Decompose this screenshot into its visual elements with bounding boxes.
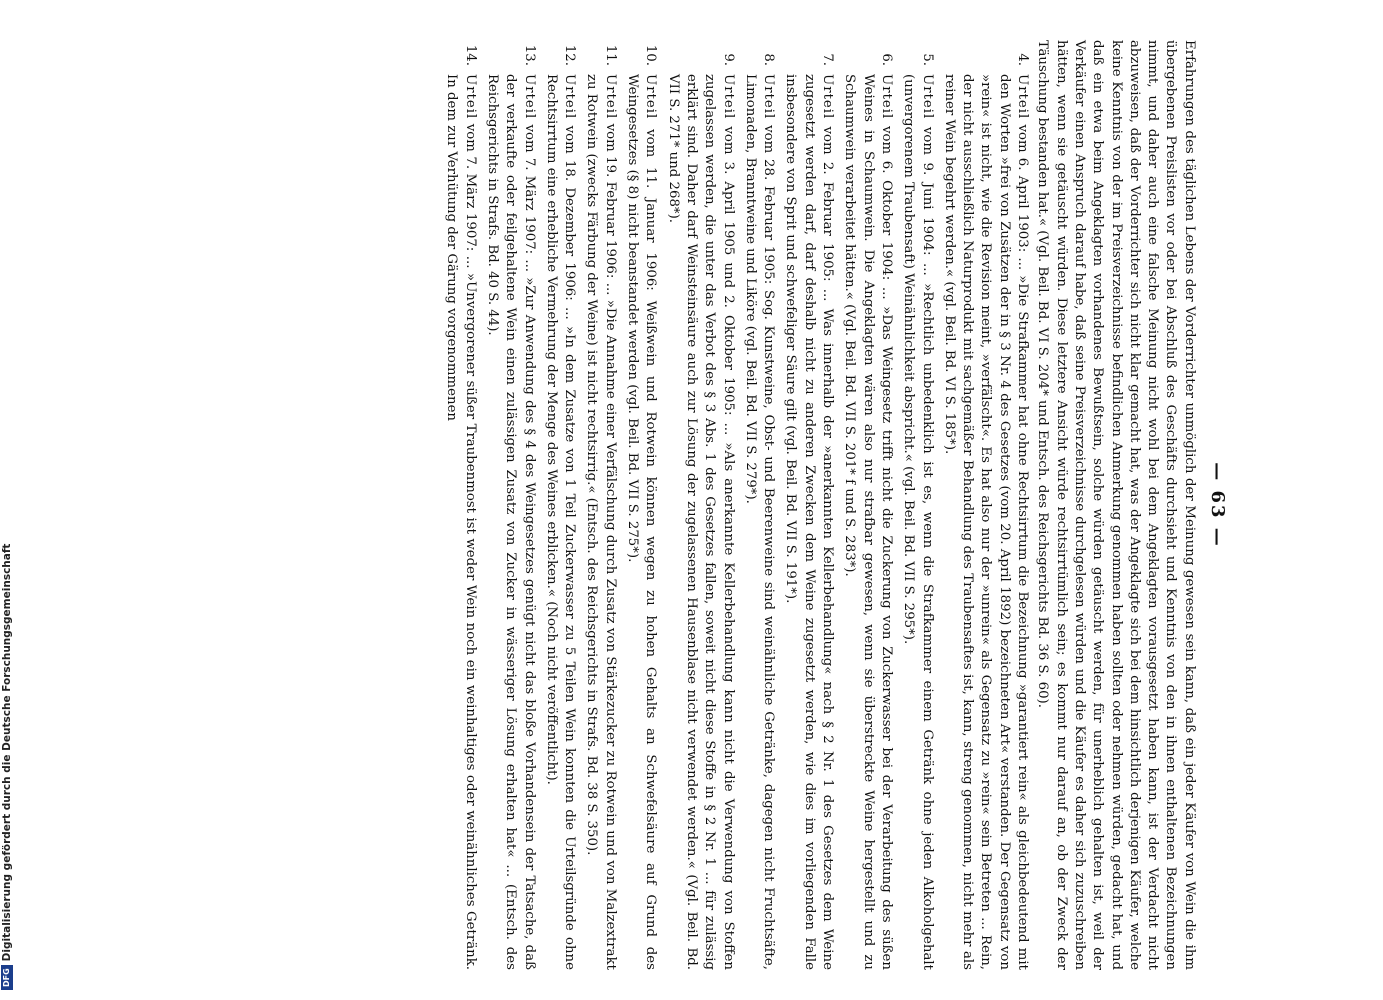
ruling-body — [623, 74, 660, 970]
ruling-body — [781, 74, 836, 970]
footer-line — [0, 0, 14, 1000]
ruling-text: vom 19. Februar 1906: ... »Die Annahme einer Verfälschung durch Zusatz von Stärkezucker zu Rotwein und von Malzextrakt zu Rotwein (zwecks Färbung der Weine) ist nicht rechtsirrig.« (Entsch. des Reichsgerichts in Strafs. Bd. 38 S. 350). — [584, 74, 618, 970]
ruling-number: 13. — [521, 44, 537, 66]
ruling-text: vom 18. Dezember 1906: ... »In dem Zusatze von 1 Teil Zuckerwasser zu 5 Teilen Wein konnten die Urteilsgründe ohne Rechtsirrtum eine erhebliche Vermehrung der Menge des Weines erblicken.« (Noch nicht veröffentlicht). — [543, 74, 578, 970]
ruling-body — [582, 74, 619, 970]
ruling-heading: Urteil — [643, 74, 659, 120]
ruling-entry — [442, 40, 479, 970]
ruling-entry — [899, 40, 936, 970]
ruling-number: 12. — [562, 44, 578, 66]
ruling-entry — [663, 40, 736, 970]
ruling-entry — [542, 40, 579, 970]
ruling-number: 7. — [820, 53, 836, 66]
ruling-heading: Urteil — [720, 74, 736, 120]
ruling-text: vom 7. März 1907: ... »Unvergorener süßer Traubenmost ist weder Wein noch ein weinhaltiges oder weinähnliches Getränk. In dem zur Verhütung der Gärung vorgenommenen — [444, 74, 478, 970]
ruling-heading: Urteil — [462, 74, 478, 120]
ruling-list — [442, 40, 1031, 970]
ruling-number: 8. — [761, 53, 777, 66]
ruling-body — [442, 74, 479, 970]
ruling-heading: Urteil — [878, 74, 894, 120]
ruling-text: vom 3. April 1905 und 2. Oktober 1905: ... »Als anerkannte Kellerbehandlung kann nicht die Verwendung von Stoffen zugelassen werden, die unter das Verbot des § 3 Abs. 1 des Gesetzes fallen, soweit nicht diese Stoffe in § 2 Nr. 1 ... für zulässig erklärt sind. Daher darf Weinsteinsäure auch zur Lösung der zugelassenen Hausenblase nicht verwendet werden.« (Vgl. Beil. Bd. VII S. 271* und 268*). — [665, 74, 736, 970]
ruling-heading: Urteil — [1015, 74, 1031, 120]
ruling-body — [542, 74, 579, 970]
ruling-entry — [781, 40, 836, 970]
ruling-number: 6. — [878, 53, 894, 66]
ruling-entry — [623, 40, 660, 970]
document-page — [140, 0, 1240, 1000]
ruling-entry — [483, 40, 538, 970]
ruling-heading: Urteil — [562, 74, 578, 120]
ruling-heading: Urteil — [521, 74, 537, 120]
ruling-text: vom 6. Oktober 1904: ... »Das Weingesetz trifft nicht die Zuckerung von Zuckerwasser bei der Verarbeitung des süßen Weines in Schaumwein. Die Angeklagten wären also nur strafbar gewesen, wenn sie überstreckte Weine hergestellt und zu Schaumwein verarbeitet hätten.« (Vgl. Beil. Bd. VII S. 201* f und S. 283*). — [842, 74, 894, 970]
ruling-text: vom 28. Februar 1905: Sog. Kunstweine, Obst- und Beerenweine sind weinähnliche Getränke, dagegen nicht Fruchtsäfte, Limonaden, Branntweine und Liköre (vgl. Beil. Bd. VII S. 279*). — [742, 74, 777, 970]
page-number: — 63 — — [1207, 462, 1228, 548]
ruling-entry — [840, 40, 895, 970]
dfg-logo-icon: DFG — [1, 965, 13, 990]
ruling-number: 5. — [919, 53, 935, 66]
ruling-body — [940, 74, 1031, 970]
ruling-body — [483, 74, 538, 970]
ruling-entry — [940, 40, 1031, 970]
ruling-body — [840, 74, 895, 970]
footer-credit-text: Digitalisierung gefördert durch die Deutsche Forschungsgemeinschaft — [1, 543, 13, 962]
ruling-number: 14. — [462, 44, 478, 66]
ruling-number: 11. — [602, 44, 618, 66]
ruling-number: 4. — [1015, 53, 1031, 66]
ruling-body — [899, 74, 936, 970]
ruling-heading: Urteil — [919, 74, 935, 120]
ruling-heading: Urteil — [820, 74, 836, 120]
ruling-heading: Urteil — [761, 74, 777, 120]
ruling-number: 9. — [720, 53, 736, 66]
ruling-text: vom 7. März 1907: ... »Zur Anwendung des § 4 des Weingesetzes genügt nicht das bloße Vorhandensein der Tatsache, daß der verkaufte oder feilgehaltene Wein einen zulässigen Zusatz von Zucker in wässeriger Lösung erhalten hat« ... (Entsch. des Reichsgerichts in Strafs. Bd. 40 S. 44). — [485, 74, 537, 970]
ruling-heading: Urteil — [602, 74, 618, 120]
footer — [0, 0, 14, 1000]
intro-paragraph: Erfahrungen des täglichen Lebens der Vorderrichter unmöglich der Meinung gewesen sein kann, daß ein jeder Käufer von Wein die ihm übergebenen Preislisten vor oder bei Abschluß des Geschäfts durchsieht und Kenntnis von den in ihnen enthaltenen Bezeichnungen nimmt, und daher auch eine falsche Meinung nicht wohl bei dem Angeklagten vorausgesetzt haben kann, ist der Verdacht nicht abzuweisen, daß der Vorderrichter sich nicht klar gemacht hat, was der Angeklagte sich bei dem hinsichtlich derjenigen Käufer, welche keine Kenntnis von der im Preisverzeichnisse befindlichen Anmerkung genommen haben sollten oder nehmen würden, gedacht hat, und daß ein etwa beim Angeklagten vorhandenes Bewußtsein, solche würden getäuscht werden, für unerheblich gehalten ist, weil der Verkäufer einen Anspruch darauf habe, daß seine Preisverzeichnisse durchgelesen würden und die Käufer es daher sich zuzuschreiben hätten, wenn sie getäuscht würden. Diese letztere Ansicht würde rechtsirrtümlich sein; es kommt nur darauf an, ob der Zweck der Täuschung bestanden hat.« (Vgl. Beil. Bd. VI S. 204* und Entsch. des Reichsgerichts Bd. 36 S. 60). — [1035, 40, 1197, 970]
ruling-text: vom 11. Januar 1906: Weißwein und Rotwein können wegen zu hohen Gehalts an Schwefelsäure auf Grund des Weingesetzes (§ 8) nicht beanstandet werden (vgl. Beil. Bd. VII S. 275*). — [625, 74, 659, 970]
ruling-number: 10. — [643, 44, 659, 66]
ruling-body — [741, 74, 778, 970]
ruling-entry — [582, 40, 619, 970]
ruling-entry — [741, 40, 778, 970]
ruling-text: vom 9. Juni 1904: ... »Rechtlich unbedenklich ist es, wenn die Strafkammer einem Getränk ohne jeden Alkoholgehalt (unvergorenem Traubensaft) Weinähnlichkeit abspricht.« (vgl. Beil. Bd. VII S. 295*). — [901, 74, 935, 970]
ruling-body — [663, 74, 736, 970]
ruling-text: vom 6. April 1903: ... »Die Strafkammer hat ohne Rechtsirrtum die Bezeichnung »garantiert rein« als gleichbedeutend mit den Worten »frei von Zusätzen der in § 3 Nr. 4 des Gesetzes (vom 20. April 1892) bezeichneten Art« verstanden. Der Gegensatz von »rein« ist nicht, wie die Revision meint, »verfälscht«. Es hat also nur der »unrein« als Gegensatz zu »rein« sein Betreten ... Rein, der nicht ausschließlich Naturprodukt mit sachgemäßer Behandlung des Traubensaftes ist, kann, streng genommen, nicht mehr als reiner Wein begehrt werden.« (vgl. Beil. Bd. VI S. 185*). — [941, 74, 1031, 970]
ruling-text: vom 2. Februar 1905: ... Was innerhalb der »anerkannten Kellerbehandlung« nach § 2 Nr. 1 des Gesetzes dem Weine zugesetzt werden darf, darf deshalb nicht zu anderen Zwecken dem Weine zugesetzt werden, wie dies im vorliegenden Falle insbesondere von Sprit und schwefeliger Säure gilt (vgl. Beil. Bd. VII S. 191*). — [783, 74, 836, 970]
